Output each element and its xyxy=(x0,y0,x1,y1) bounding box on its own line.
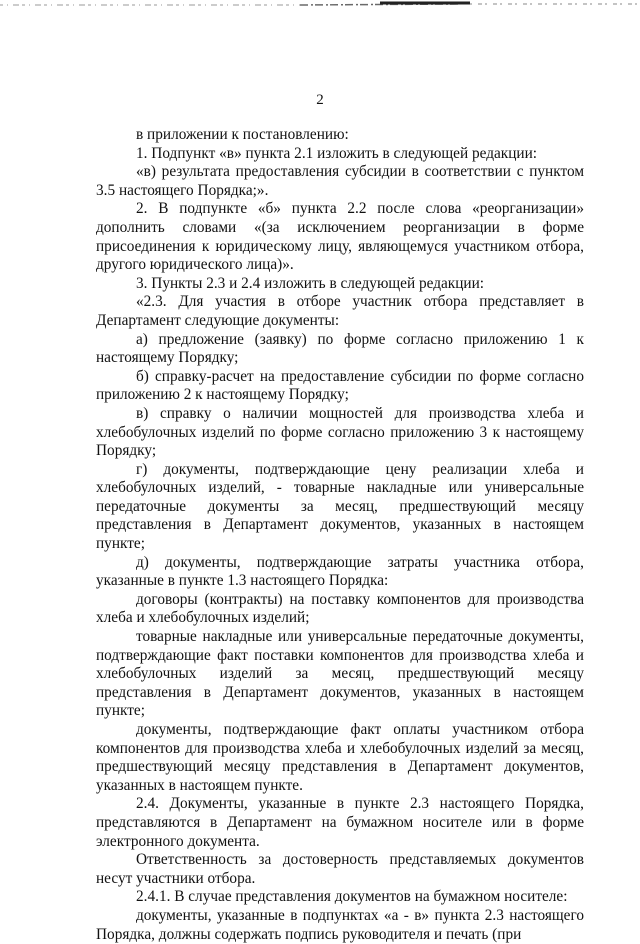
paragraph-item-1-text: «в) результата предоставления субсидии в соответствии с пунктом 3.5 настоящего Порядка;». xyxy=(96,163,584,199)
paragraph-item-3: 3. Пункты 2.3 и 2.4 изложить в следующей редакции: xyxy=(136,274,485,292)
paragraph-intro: в приложении к постановлению: xyxy=(136,126,349,143)
paragraph-2-3-v: в) справку о наличии мощностей для производства хлеба и хлебобулочных изделий по форме согласно приложению 3 к настоящему Порядку; xyxy=(96,404,584,460)
paragraph-2-3-b: б) справку-расчет на предоставление субсидии по форме согласно приложению 2 к настоящему Порядку; xyxy=(96,367,584,404)
paragraph-signature: документы, указанные в подпунктах «а - в» пункта 2.3 настоящего Порядка, должны содержать подпись руководителя и печать (при xyxy=(96,906,584,943)
paragraph-2-3-a: а) предложение (заявку) по форме согласно приложению 1 к настоящему Порядку; xyxy=(96,330,584,367)
paragraph-2-3: «2.3. Для участия в отборе участник отбора представляет в Департамент следующие документы: xyxy=(96,293,584,329)
paragraph-contracts: договоры (контракты) на поставку компонентов для производства хлеба и хлебобулочных изделий; xyxy=(96,590,584,627)
page-number: 2 xyxy=(316,92,324,108)
document-body xyxy=(96,126,584,944)
paragraph-item-2: 2. В подпункте «б» пункта 2.2 после слова «реорганизации» дополнить словами «(за исключением реорганизации в форме присоединения к юридическому лицу, являющемуся участником отбора, другого юридического лица)». xyxy=(96,200,584,274)
paragraph-payments: документы, подтверждающие факт оплаты участником отбора компонентов для производства хлеба и хлебобулочных изделий за месяц, предшествующий месяцу представления в Департамент документов, указанных в настоящем пункте. xyxy=(96,721,584,794)
paragraph-invoices: товарные накладные или универсальные передаточные документы, подтверждающие факт поставки компонентов для производства хлеба и хлебобулочных изделий за месяц, предшествующий месяцу представления в Департамент документов, указанных в настоящем пункте; xyxy=(96,628,584,720)
paragraph-2-4-1: 2.4.1. В случае представления документов на бумажном носителе: xyxy=(136,888,568,906)
paragraph-2-3-d: д) документы, подтверждающие затраты участника отбора, указанные в пункте 1.3 настоящего Порядка: xyxy=(96,553,584,590)
paragraph-item-1: 1. Подпункт «в» пункта 2.1 изложить в следующей редакции: xyxy=(136,144,538,162)
scan-edge-artifact xyxy=(0,0,640,12)
paragraph-2-3-g: г) документы, подтверждающие цену реализации хлеба и хлебобулочных изделий, - товарные накладные или универсальные передаточные документы за месяц, предшествующий месяцу представления в Департамент документов, указанных в настоящем пункте; xyxy=(96,460,584,553)
paragraph-2-4: 2.4. Документы, указанные в пункте 2.3 настоящего Порядка, представляются в Департамент на бумажном носителе или в форме электронного документа. xyxy=(96,795,584,850)
paragraph-responsibility: Ответственность за достоверность представляемых документов несут участники отбора. xyxy=(96,851,584,887)
